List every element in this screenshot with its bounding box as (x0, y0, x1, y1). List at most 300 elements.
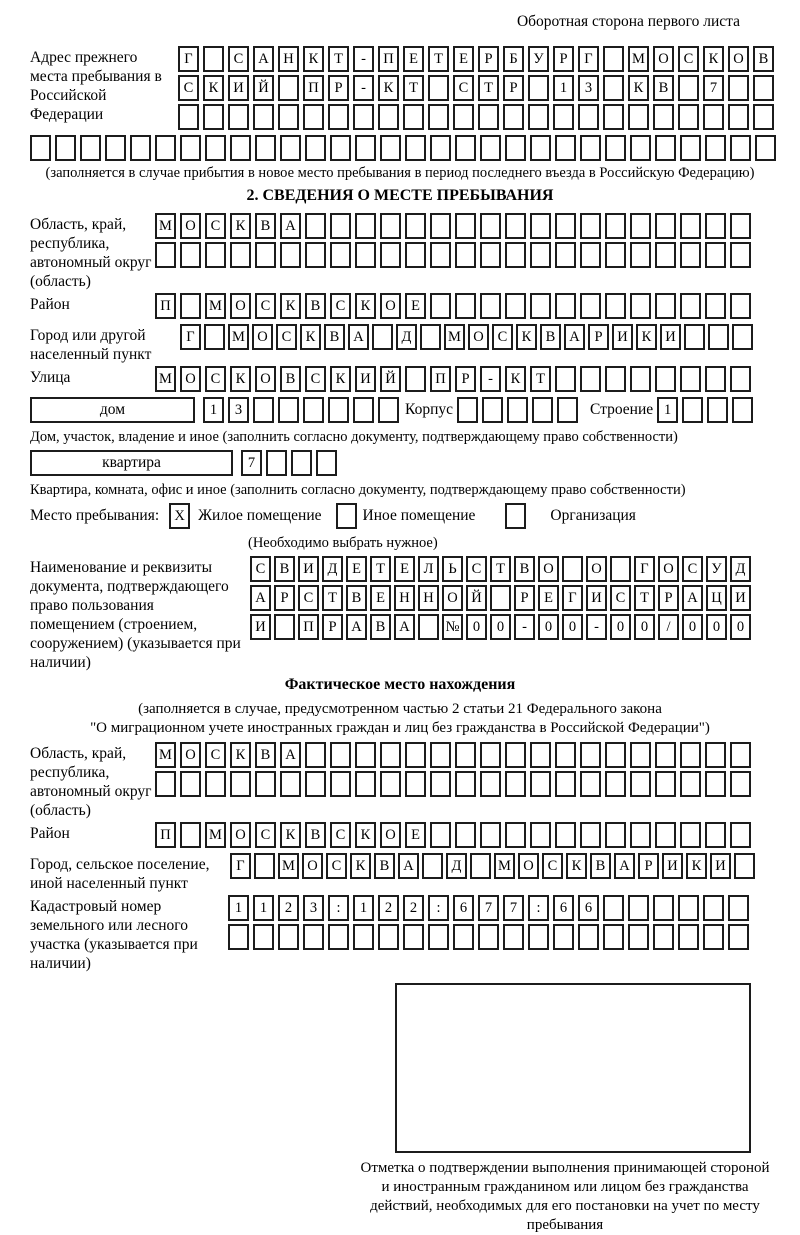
char-box (605, 135, 626, 161)
char-box (155, 135, 176, 161)
char-box (705, 366, 726, 392)
char-box (330, 742, 351, 768)
char-row (250, 556, 770, 582)
char-box (707, 397, 728, 423)
char-box: В (514, 556, 535, 582)
char-box: К (330, 366, 351, 392)
char-box: О (538, 556, 559, 582)
city-label: Город или другой населенный пункт (30, 327, 152, 363)
char-box (305, 242, 326, 268)
fact-district-label: Район (30, 825, 70, 842)
char-box (280, 242, 301, 268)
char-box: К (686, 853, 707, 879)
char-box (705, 293, 726, 319)
char-box: А (398, 853, 419, 879)
char-box: К (628, 75, 649, 101)
char-box (530, 771, 551, 797)
char-box: Т (530, 366, 551, 392)
char-box: С (205, 742, 226, 768)
char-box: С (492, 324, 513, 350)
char-box (555, 742, 576, 768)
char-row (228, 924, 770, 950)
char-row (155, 213, 770, 239)
char-box (603, 104, 624, 130)
char-box (180, 135, 201, 161)
option-residential-label: Жилое помещение (198, 507, 322, 524)
char-box (403, 924, 424, 950)
fact-location-title: Фактическое место нахождения (284, 676, 516, 693)
fact-region-label: Область, край, республика, автономный округ (область) (30, 745, 152, 819)
char-box: 0 (610, 614, 631, 640)
char-box (553, 104, 574, 130)
char-box (555, 293, 576, 319)
char-box: Й (466, 585, 487, 611)
char-box (730, 366, 751, 392)
char-box: С (255, 822, 276, 848)
char-box (555, 822, 576, 848)
apartment-number-row (241, 450, 337, 476)
char-box (505, 213, 526, 239)
char-box (405, 135, 426, 161)
char-box (753, 75, 774, 101)
char-box (254, 853, 275, 879)
char-box (278, 104, 299, 130)
char-box: Т (322, 585, 343, 611)
ownership-document-label: Наименование и реквизиты документа, подтверждающего право пользования помещением (строением, сооружением) (указывается при наличии) (30, 559, 241, 671)
char-box (478, 104, 499, 130)
char-row (228, 895, 770, 921)
char-box: - (586, 614, 607, 640)
char-box: Т (478, 75, 499, 101)
char-box (505, 242, 526, 268)
char-box: П (298, 614, 319, 640)
char-box: С (298, 585, 319, 611)
char-box (330, 242, 351, 268)
char-box (428, 104, 449, 130)
char-box: 0 (730, 614, 751, 640)
char-row (180, 324, 770, 350)
char-box: П (303, 75, 324, 101)
char-box: Е (405, 293, 426, 319)
char-box (155, 242, 176, 268)
char-box (372, 324, 393, 350)
stamp-caption: Отметка о подтверждении выполнения принимающей стороной и иностранным гражданином или лицом без гражданства действий, необходимых для его постановки на учет по месту пребывания (360, 1160, 770, 1233)
char-box: 6 (553, 895, 574, 921)
char-box (680, 742, 701, 768)
char-box (653, 924, 674, 950)
char-box: В (540, 324, 561, 350)
char-box (355, 135, 376, 161)
char-box (732, 397, 753, 423)
char-box (303, 924, 324, 950)
char-box (455, 293, 476, 319)
char-box: Г (562, 585, 583, 611)
char-box (403, 104, 424, 130)
field-fact-city (30, 853, 770, 893)
char-box (680, 135, 701, 161)
char-box: М (155, 213, 176, 239)
char-box: С (678, 46, 699, 72)
char-box: В (274, 556, 295, 582)
char-box: О (380, 822, 401, 848)
char-box (705, 242, 726, 268)
char-box (580, 293, 601, 319)
char-box (266, 450, 287, 476)
apartment-caption: Квартира, комната, офис и иное (заполнить согласно документу, подтверждающему право собственности) (30, 482, 686, 498)
char-box (503, 104, 524, 130)
char-box (455, 242, 476, 268)
char-box (628, 104, 649, 130)
char-box (708, 324, 729, 350)
char-box (55, 135, 76, 161)
char-box (278, 75, 299, 101)
char-box (203, 104, 224, 130)
char-box: П (430, 366, 451, 392)
char-box (305, 213, 326, 239)
char-box: К (350, 853, 371, 879)
char-box (655, 293, 676, 319)
char-box (530, 242, 551, 268)
char-box (180, 771, 201, 797)
char-box (732, 324, 753, 350)
char-row (250, 585, 770, 611)
char-box (630, 213, 651, 239)
char-box: В (753, 46, 774, 72)
checkbox-other-premises (336, 503, 357, 529)
char-box: Т (403, 75, 424, 101)
char-box: : (428, 895, 449, 921)
char-box: С (205, 213, 226, 239)
char-box (228, 104, 249, 130)
char-box (303, 104, 324, 130)
char-box (730, 135, 751, 161)
char-box (455, 822, 476, 848)
char-box (730, 822, 751, 848)
char-box (505, 771, 526, 797)
char-box (753, 104, 774, 130)
char-box: 0 (490, 614, 511, 640)
char-box (603, 924, 624, 950)
char-row (155, 242, 770, 268)
char-box: В (590, 853, 611, 879)
char-box (555, 366, 576, 392)
char-box (430, 135, 451, 161)
char-box: Т (370, 556, 391, 582)
char-box: П (378, 46, 399, 72)
char-box (180, 242, 201, 268)
char-box (430, 822, 451, 848)
char-box (655, 135, 676, 161)
char-box (420, 324, 441, 350)
char-box (628, 895, 649, 921)
char-box (291, 450, 312, 476)
char-box (507, 397, 528, 423)
char-box (380, 742, 401, 768)
char-box (353, 104, 374, 130)
char-box: 3 (303, 895, 324, 921)
char-box (678, 924, 699, 950)
char-box (482, 397, 503, 423)
char-box (255, 771, 276, 797)
char-box: Р (478, 46, 499, 72)
char-box (478, 924, 499, 950)
char-box: Г (180, 324, 201, 350)
char-box (418, 614, 439, 640)
char-box: Т (634, 585, 655, 611)
apartment-box-label: квартира (30, 450, 233, 476)
char-box: Д (396, 324, 417, 350)
house-box-label: дом (30, 397, 195, 423)
char-box: О (302, 853, 323, 879)
char-box: Е (403, 46, 424, 72)
char-box: С (205, 366, 226, 392)
char-box (680, 242, 701, 268)
char-box: М (155, 742, 176, 768)
char-box: Й (380, 366, 401, 392)
char-box (453, 104, 474, 130)
char-box (255, 135, 276, 161)
field-stay-type (30, 503, 770, 532)
field-apartment (30, 450, 770, 479)
char-box: Е (370, 585, 391, 611)
char-box (470, 853, 491, 879)
char-box (505, 293, 526, 319)
char-box (653, 104, 674, 130)
page-side-note: Оборотная сторона первого листа (516, 13, 740, 30)
char-box (680, 213, 701, 239)
char-box (555, 213, 576, 239)
char-box: В (324, 324, 345, 350)
char-box: К (505, 366, 526, 392)
char-box (280, 771, 301, 797)
char-box (428, 924, 449, 950)
char-box (680, 366, 701, 392)
char-box (655, 771, 676, 797)
option-other-premises-label: Иное помещение (362, 507, 476, 524)
char-box (203, 46, 224, 72)
char-box (682, 397, 703, 423)
char-box (730, 742, 751, 768)
field-cadastral (30, 895, 770, 973)
char-box: 2 (403, 895, 424, 921)
char-box: X (169, 503, 190, 529)
section2-title: 2. СВЕДЕНИЯ О МЕСТЕ ПРЕБЫВАНИЯ (246, 187, 554, 204)
char-box (505, 135, 526, 161)
char-box: 1 (203, 397, 224, 423)
char-box: О (728, 46, 749, 72)
char-box (228, 924, 249, 950)
char-box (580, 366, 601, 392)
char-row (250, 614, 770, 640)
char-box (580, 822, 601, 848)
char-box (680, 822, 701, 848)
char-box (422, 853, 443, 879)
char-box (505, 742, 526, 768)
char-box (130, 135, 151, 161)
field-fact-district (30, 822, 770, 851)
char-box: 7 (478, 895, 499, 921)
char-box (455, 742, 476, 768)
prev-address-label: Адрес прежнего места пребывания в Российской Федерации (30, 49, 162, 123)
field-city (30, 324, 770, 364)
char-box: С (330, 293, 351, 319)
char-box (603, 895, 624, 921)
char-box: В (255, 213, 276, 239)
char-box: С (453, 75, 474, 101)
char-box (703, 104, 724, 130)
char-box (430, 293, 451, 319)
char-box: К (230, 213, 251, 239)
char-box: А (564, 324, 585, 350)
char-box (610, 556, 631, 582)
char-box (380, 771, 401, 797)
char-box: Н (394, 585, 415, 611)
char-box: Г (578, 46, 599, 72)
char-box: В (346, 585, 367, 611)
char-box: С (330, 822, 351, 848)
char-box (705, 822, 726, 848)
prev-address-grid (178, 46, 774, 133)
char-box (455, 771, 476, 797)
korpus-label: Корпус (405, 401, 453, 418)
char-box (728, 104, 749, 130)
char-box: О (180, 213, 201, 239)
char-box: К (230, 366, 251, 392)
char-box (278, 397, 299, 423)
char-box: 0 (682, 614, 703, 640)
char-box: Р (503, 75, 524, 101)
char-box (755, 135, 776, 161)
char-box (580, 771, 601, 797)
char-box: У (706, 556, 727, 582)
char-box (655, 366, 676, 392)
char-box: О (230, 822, 251, 848)
char-box (578, 924, 599, 950)
char-box: И (586, 585, 607, 611)
char-box: Р (328, 75, 349, 101)
char-box: № (442, 614, 463, 640)
char-box (703, 924, 724, 950)
char-box: М (628, 46, 649, 72)
char-box: С (610, 585, 631, 611)
char-box (405, 213, 426, 239)
char-box (530, 742, 551, 768)
char-box (105, 135, 126, 161)
char-box (336, 503, 357, 529)
char-box: О (442, 585, 463, 611)
char-box (730, 213, 751, 239)
char-box: К (280, 822, 301, 848)
char-box (505, 503, 526, 529)
char-box (378, 924, 399, 950)
prev-address-caption: (заполняется в случае прибытия в новое место пребывания в период последнего въезда в Российскую Федерацию) (45, 165, 755, 181)
char-box: П (155, 822, 176, 848)
char-box: 0 (466, 614, 487, 640)
char-box (705, 742, 726, 768)
char-box (655, 742, 676, 768)
char-box (355, 771, 376, 797)
char-box: 1 (553, 75, 574, 101)
char-box (505, 822, 526, 848)
char-box (378, 104, 399, 130)
char-box: О (180, 742, 201, 768)
char-box: К (378, 75, 399, 101)
char-box (353, 397, 374, 423)
char-box: А (250, 585, 271, 611)
char-box: : (528, 895, 549, 921)
char-box: А (253, 46, 274, 72)
char-box: Е (394, 556, 415, 582)
char-box (678, 895, 699, 921)
char-box: 6 (453, 895, 474, 921)
char-box: М (205, 822, 226, 848)
char-box (728, 895, 749, 921)
char-box: А (346, 614, 367, 640)
char-box (528, 924, 549, 950)
char-row (155, 366, 770, 392)
char-box: К (636, 324, 657, 350)
char-box: 1 (657, 397, 678, 423)
char-box (730, 293, 751, 319)
char-box: И (710, 853, 731, 879)
char-box (430, 771, 451, 797)
char-box (703, 895, 724, 921)
char-box (680, 293, 701, 319)
char-box: Р (514, 585, 535, 611)
char-box (480, 822, 501, 848)
char-box (455, 135, 476, 161)
char-box (528, 104, 549, 130)
field-fact-region (30, 742, 770, 820)
char-row (178, 104, 774, 130)
char-box (684, 324, 705, 350)
char-box (155, 771, 176, 797)
char-box (605, 771, 626, 797)
char-box: 0 (706, 614, 727, 640)
char-box (274, 614, 295, 640)
char-box (530, 822, 551, 848)
char-box (178, 104, 199, 130)
char-box (630, 293, 651, 319)
char-box: Г (178, 46, 199, 72)
char-box: К (703, 46, 724, 72)
char-box: Р (658, 585, 679, 611)
char-box: 2 (278, 895, 299, 921)
char-box (330, 771, 351, 797)
char-box (580, 135, 601, 161)
char-box: 1 (253, 895, 274, 921)
char-box (355, 742, 376, 768)
char-box (578, 104, 599, 130)
field-ownership-document (30, 556, 770, 672)
district-label: Район (30, 296, 70, 313)
field-street (30, 366, 770, 395)
char-box: К (303, 46, 324, 72)
char-box (705, 213, 726, 239)
stroenie-row (657, 397, 753, 423)
char-box (630, 771, 651, 797)
char-box (205, 135, 226, 161)
char-box: Б (503, 46, 524, 72)
char-box: М (278, 853, 299, 879)
char-box: 0 (634, 614, 655, 640)
char-row (155, 293, 770, 319)
char-box: Е (346, 556, 367, 582)
char-box: К (230, 742, 251, 768)
char-box: М (155, 366, 176, 392)
char-box: А (614, 853, 635, 879)
char-box (380, 213, 401, 239)
